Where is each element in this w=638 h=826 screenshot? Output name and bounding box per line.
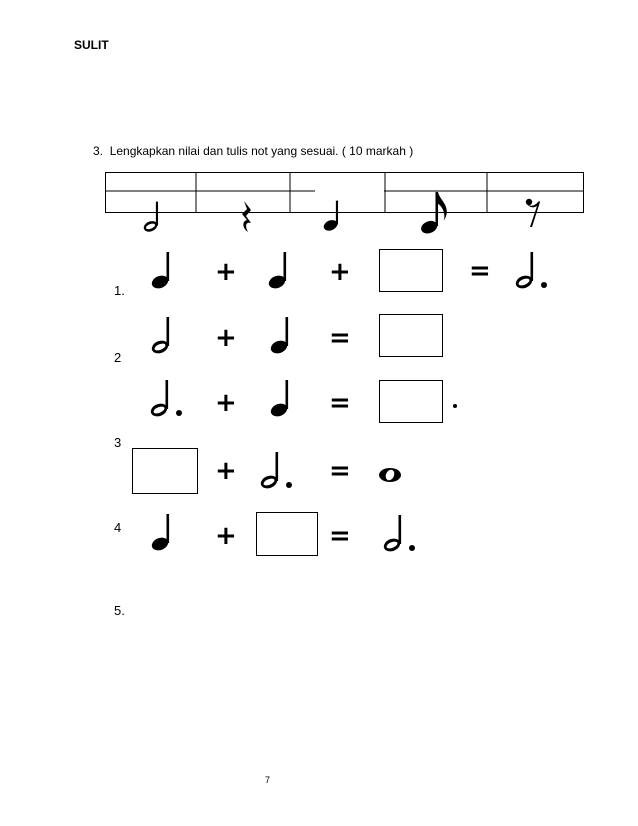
crotchet-note-icon — [268, 250, 292, 290]
equals-sign: = — [329, 388, 351, 418]
plus-sign: + — [215, 323, 237, 353]
crotchet-note-icon — [323, 199, 343, 232]
page-number: 7 — [265, 775, 271, 785]
item-3-label: 3 — [114, 435, 122, 450]
question-3 — [93, 144, 413, 158]
quaver-note-icon — [420, 190, 450, 235]
item-4-label: 4 — [114, 520, 122, 535]
equals-sign: = — [329, 456, 351, 486]
question-text: Lengkapkan nilai dan tulis not yang sesuai. ( 10 markah ) — [109, 144, 414, 158]
plus-sign: + — [215, 521, 237, 551]
equals-sign: = — [469, 256, 491, 286]
equals-sign: = — [329, 323, 351, 353]
answer-box[interactable] — [132, 448, 198, 494]
crotchet-note-icon — [151, 512, 175, 552]
crotchet-note-icon — [270, 315, 294, 355]
crotchet-rest-icon — [240, 200, 254, 234]
question-number: 3. — [93, 144, 104, 158]
dotted-minim-note-icon — [150, 378, 184, 418]
plus-sign: + — [329, 257, 351, 287]
item-2-label: 2 — [114, 350, 122, 365]
answer-box[interactable] — [379, 380, 443, 423]
crotchet-note-icon — [151, 250, 175, 290]
page-header: SULIT — [74, 38, 109, 52]
dotted-minim-note-icon — [260, 450, 294, 490]
dotted-minim-note-icon — [383, 513, 417, 553]
quaver-rest-icon — [525, 197, 541, 229]
item-1-label: 1. — [114, 283, 125, 298]
answer-box[interactable] — [256, 512, 318, 556]
note-value-table — [105, 172, 585, 214]
answer-box[interactable] — [379, 314, 443, 357]
semibreve-note-icon — [378, 467, 402, 483]
minim-note-icon — [143, 200, 163, 233]
minim-note-icon — [151, 315, 175, 355]
item-5-label: 5. — [114, 603, 125, 618]
plus-sign: + — [215, 388, 237, 418]
dotted-minim-note-icon — [515, 250, 549, 290]
plus-sign: + — [215, 456, 237, 486]
answer-box[interactable] — [379, 249, 443, 292]
plus-sign: + — [215, 257, 237, 287]
dot-mark — [453, 404, 457, 408]
equals-sign: = — [329, 521, 351, 551]
crotchet-note-icon — [270, 378, 294, 418]
